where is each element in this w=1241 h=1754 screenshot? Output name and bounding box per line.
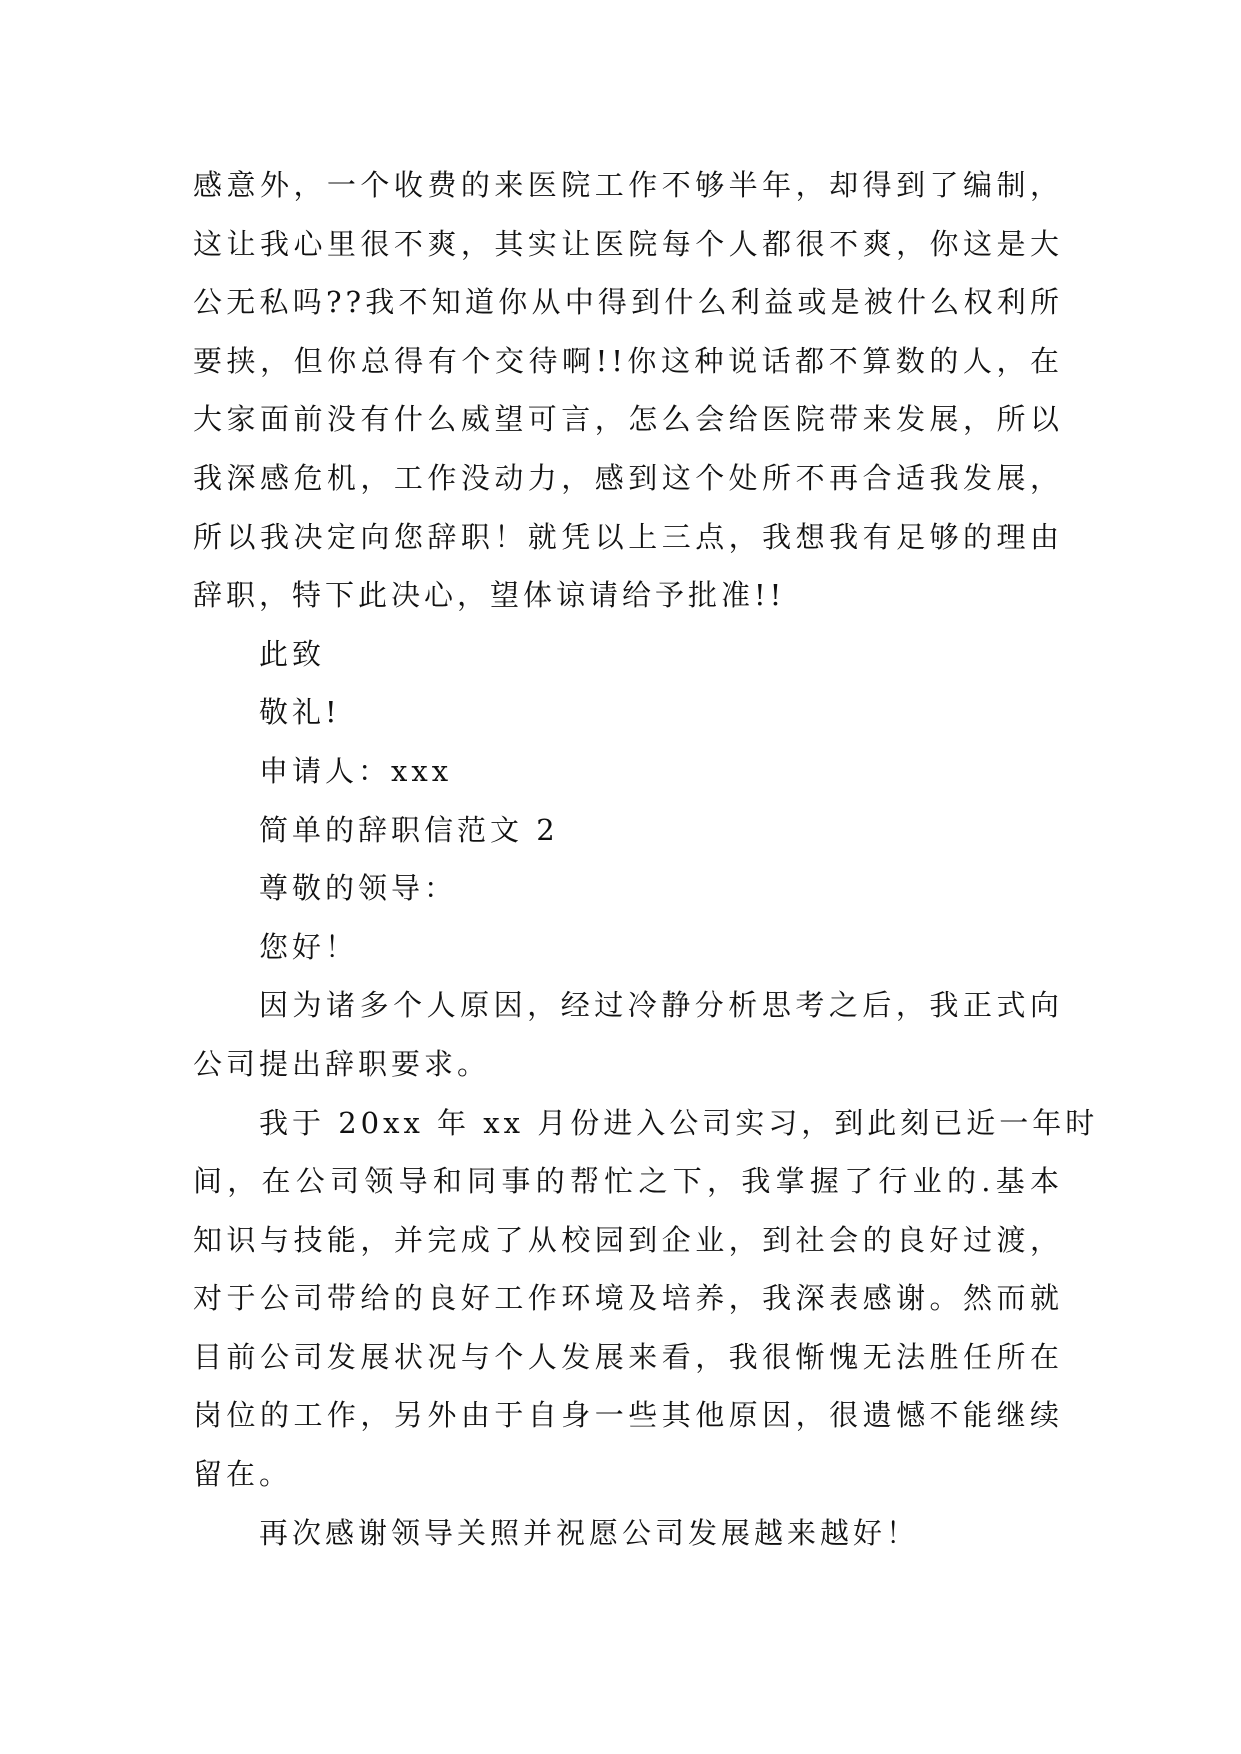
- paragraph-line: 岗位的工作，另外由于自身一些其他原因，很遗憾不能继续: [193, 1398, 1063, 1433]
- body-line: 大家面前没有什么威望可言，怎么会给医院带来发展，所以: [193, 402, 1063, 437]
- paragraph-line: 公司提出辞职要求。: [193, 1046, 491, 1081]
- body-line: 要挟，但你总得有个交待啊!!你这种说话都不算数的人，在: [193, 343, 1063, 378]
- closing-text: 此致: [259, 636, 326, 671]
- body-line: 所以我决定向您辞职！就凭以上三点，我想我有足够的理由: [193, 519, 1063, 554]
- paragraph-line: 留在。: [193, 1457, 293, 1492]
- regards-text: 敬礼!: [259, 695, 341, 730]
- signature: 申请人：xxx: [259, 753, 453, 788]
- paragraph-line: 对于公司带给的良好工作环境及培养，我深表感谢。然而就: [193, 1281, 1063, 1316]
- body-line: 感意外，一个收费的来医院工作不够半年，却得到了编制，: [193, 168, 1063, 202]
- greeting: 您好！: [259, 929, 359, 964]
- paragraph-line: 目前公司发展状况与个人发展来看，我很惭愧无法胜任所在: [193, 1339, 1063, 1374]
- paragraph-line: 知识与技能，并完成了从校园到企业，到社会的良好过渡，: [193, 1222, 1063, 1257]
- salutation: 尊敬的领导：: [259, 871, 458, 906]
- paragraph-line: 我于 20xx 年 xx 月份进入公司实习，到此刻已近一年时: [259, 1105, 1099, 1140]
- paragraph-line: 间，在公司领导和同事的帮忙之下，我掌握了行业的.基本: [193, 1164, 1063, 1199]
- document-text: [193, 156, 1099, 1562]
- body-line: 公无私吗??我不知道你从中得到什么利益或是被什么权利所: [193, 285, 1063, 320]
- paragraph-line: 因为诸多个人原因，经过冷静分析思考之后，我正式向: [259, 988, 1063, 1023]
- body-line: 这让我心里很不爽，其实让医院每个人都很不爽，你这是大: [193, 226, 1063, 261]
- body-line: 我深感危机，工作没动力，感到这个处所不再合适我发展，: [193, 460, 1063, 495]
- paragraph-line: 再次感谢领导关照并祝愿公司发展越来越好！: [259, 1515, 920, 1550]
- letter-title: 简单的辞职信范文 2: [259, 812, 559, 847]
- body-line: 辞职，特下此决心，望体谅请给予批准!!: [193, 578, 786, 613]
